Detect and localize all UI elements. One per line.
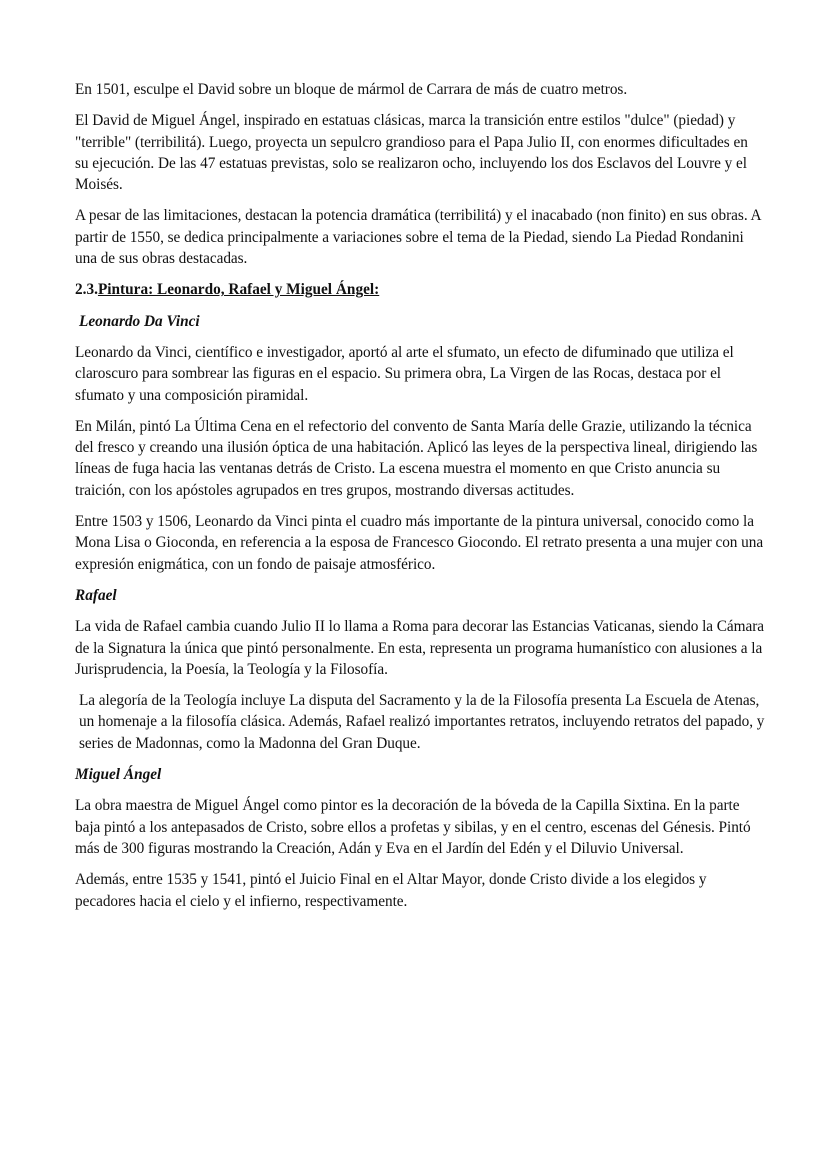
- paragraph-leonardo-ultima-cena: En Milán, pintó La Última Cena en el refectorio del convento de Santa María delle Grazie, utilizando la técnica del fresco y creando una ilusión óptica de una habitación. Aplicó las leyes de la perspectiva lineal, dirigiendo las líneas de fuga hacia las ventanas detrás de Cristo. La escena muestra el momento en que Cristo anuncia su traición, con los apóstoles agrupados en tres grupos, mostrando diversas actitudes.: [75, 417, 758, 499]
- paragraph-leonardo-gioconda: Entre 1503 y 1506, Leonardo da Vinci pinta el cuadro más importante de la pintura universal, conocido como la Mona Lisa o Gioconda, en referencia a la esposa de Francesco Giocondo. El retrato presenta a una mujer con una expresión enigmática, con un fondo de paisaje atmosférico.: [75, 513, 764, 573]
- subheading-rafael: Rafael: [75, 586, 117, 604]
- paragraph-leonardo-sfumato: Leonardo da Vinci, científico e investigador, aportó al arte el sfumato, un efecto de difuminado que utiliza el claroscuro para sombrear las figuras en el espacio. Su primera obra, La Virgen de las Rocas, destaca por el sfumato y una composición piramidal.: [75, 343, 734, 404]
- paragraph-terribilita: A pesar de las limitaciones, destacan la potencia dramática (terribilitá) y el inacabado (non finito) en sus obras. A partir de 1550, se dedica principalmente a variaciones sobre el tema de la Piedad, siendo La Piedad Rondanini una de sus obras destacadas.: [75, 207, 761, 268]
- paragraph-rafael-alegoria: La alegoría de la Teología incluye La disputa del Sacramento y la de la Filosofía presenta La Escuela de Atenas, un homenaje a la filosofía clásica. Además, Rafael realizó importantes retratos, incluyendo retratos del papado, y series de Madonnas, como la Madonna del Gran Duque.: [79, 692, 765, 752]
- subheading-leonardo: Leonardo Da Vinci: [79, 312, 200, 330]
- paragraph-david-1501: En 1501, esculpe el David sobre un bloque de mármol de Carrara de más de cuatro metros.: [75, 81, 628, 98]
- paragraph-miguel-sixtina: La obra maestra de Miguel Ángel como pintor es la decoración de la bóveda de la Capilla Sixtina. En la parte baja pintó a los antepasados de Cristo, sobre ellos a profetas y sibilas, y en el centro, escenas del Génesis. Pintó más de 300 figuras mostrando la Creación, Adán y Eva en el Jardín del Edén y el Diluvio Universal.: [75, 797, 751, 857]
- paragraph-david-style: El David de Miguel Ángel, inspirado en estatuas clásicas, marca la transición entre estilos "dulce" (piedad) y "terrible" (terribilitá). Luego, proyecta un sepulcro grandioso para el Papa Julio II, con enormes dificultades en su ejecución. De las 47 estatuas previstas, solo se realizaron ocho, incluyendo los dos Esclavos del Louvre y el Moisés.: [75, 112, 748, 194]
- section-title: Pintura: Leonardo, Rafael y Miguel Ángel:: [97, 281, 380, 299]
- paragraph-miguel-juicio-final: Además, entre 1535 y 1541, pintó el Juicio Final en el Altar Mayor, donde Cristo divide a los elegidos y pecadores hacia el cielo y el infierno, respectivamente.: [75, 871, 707, 910]
- subheading-miguel-angel: Miguel Ángel: [75, 766, 162, 784]
- section-heading: [75, 279, 765, 300]
- section-number: 2.3.: [75, 281, 98, 299]
- paragraph-rafael-estancias: La vida de Rafael cambia cuando Julio II lo llama a Roma para decorar las Estancias Vaticanas, siendo la Cámara de la Signatura la única que pintó personalmente. En esta, representa un programa humanístico con alusiones a la Jurisprudencia, la Poesía, la Teología y la Filosofía.: [75, 618, 765, 678]
- document-page: [75, 79, 765, 922]
